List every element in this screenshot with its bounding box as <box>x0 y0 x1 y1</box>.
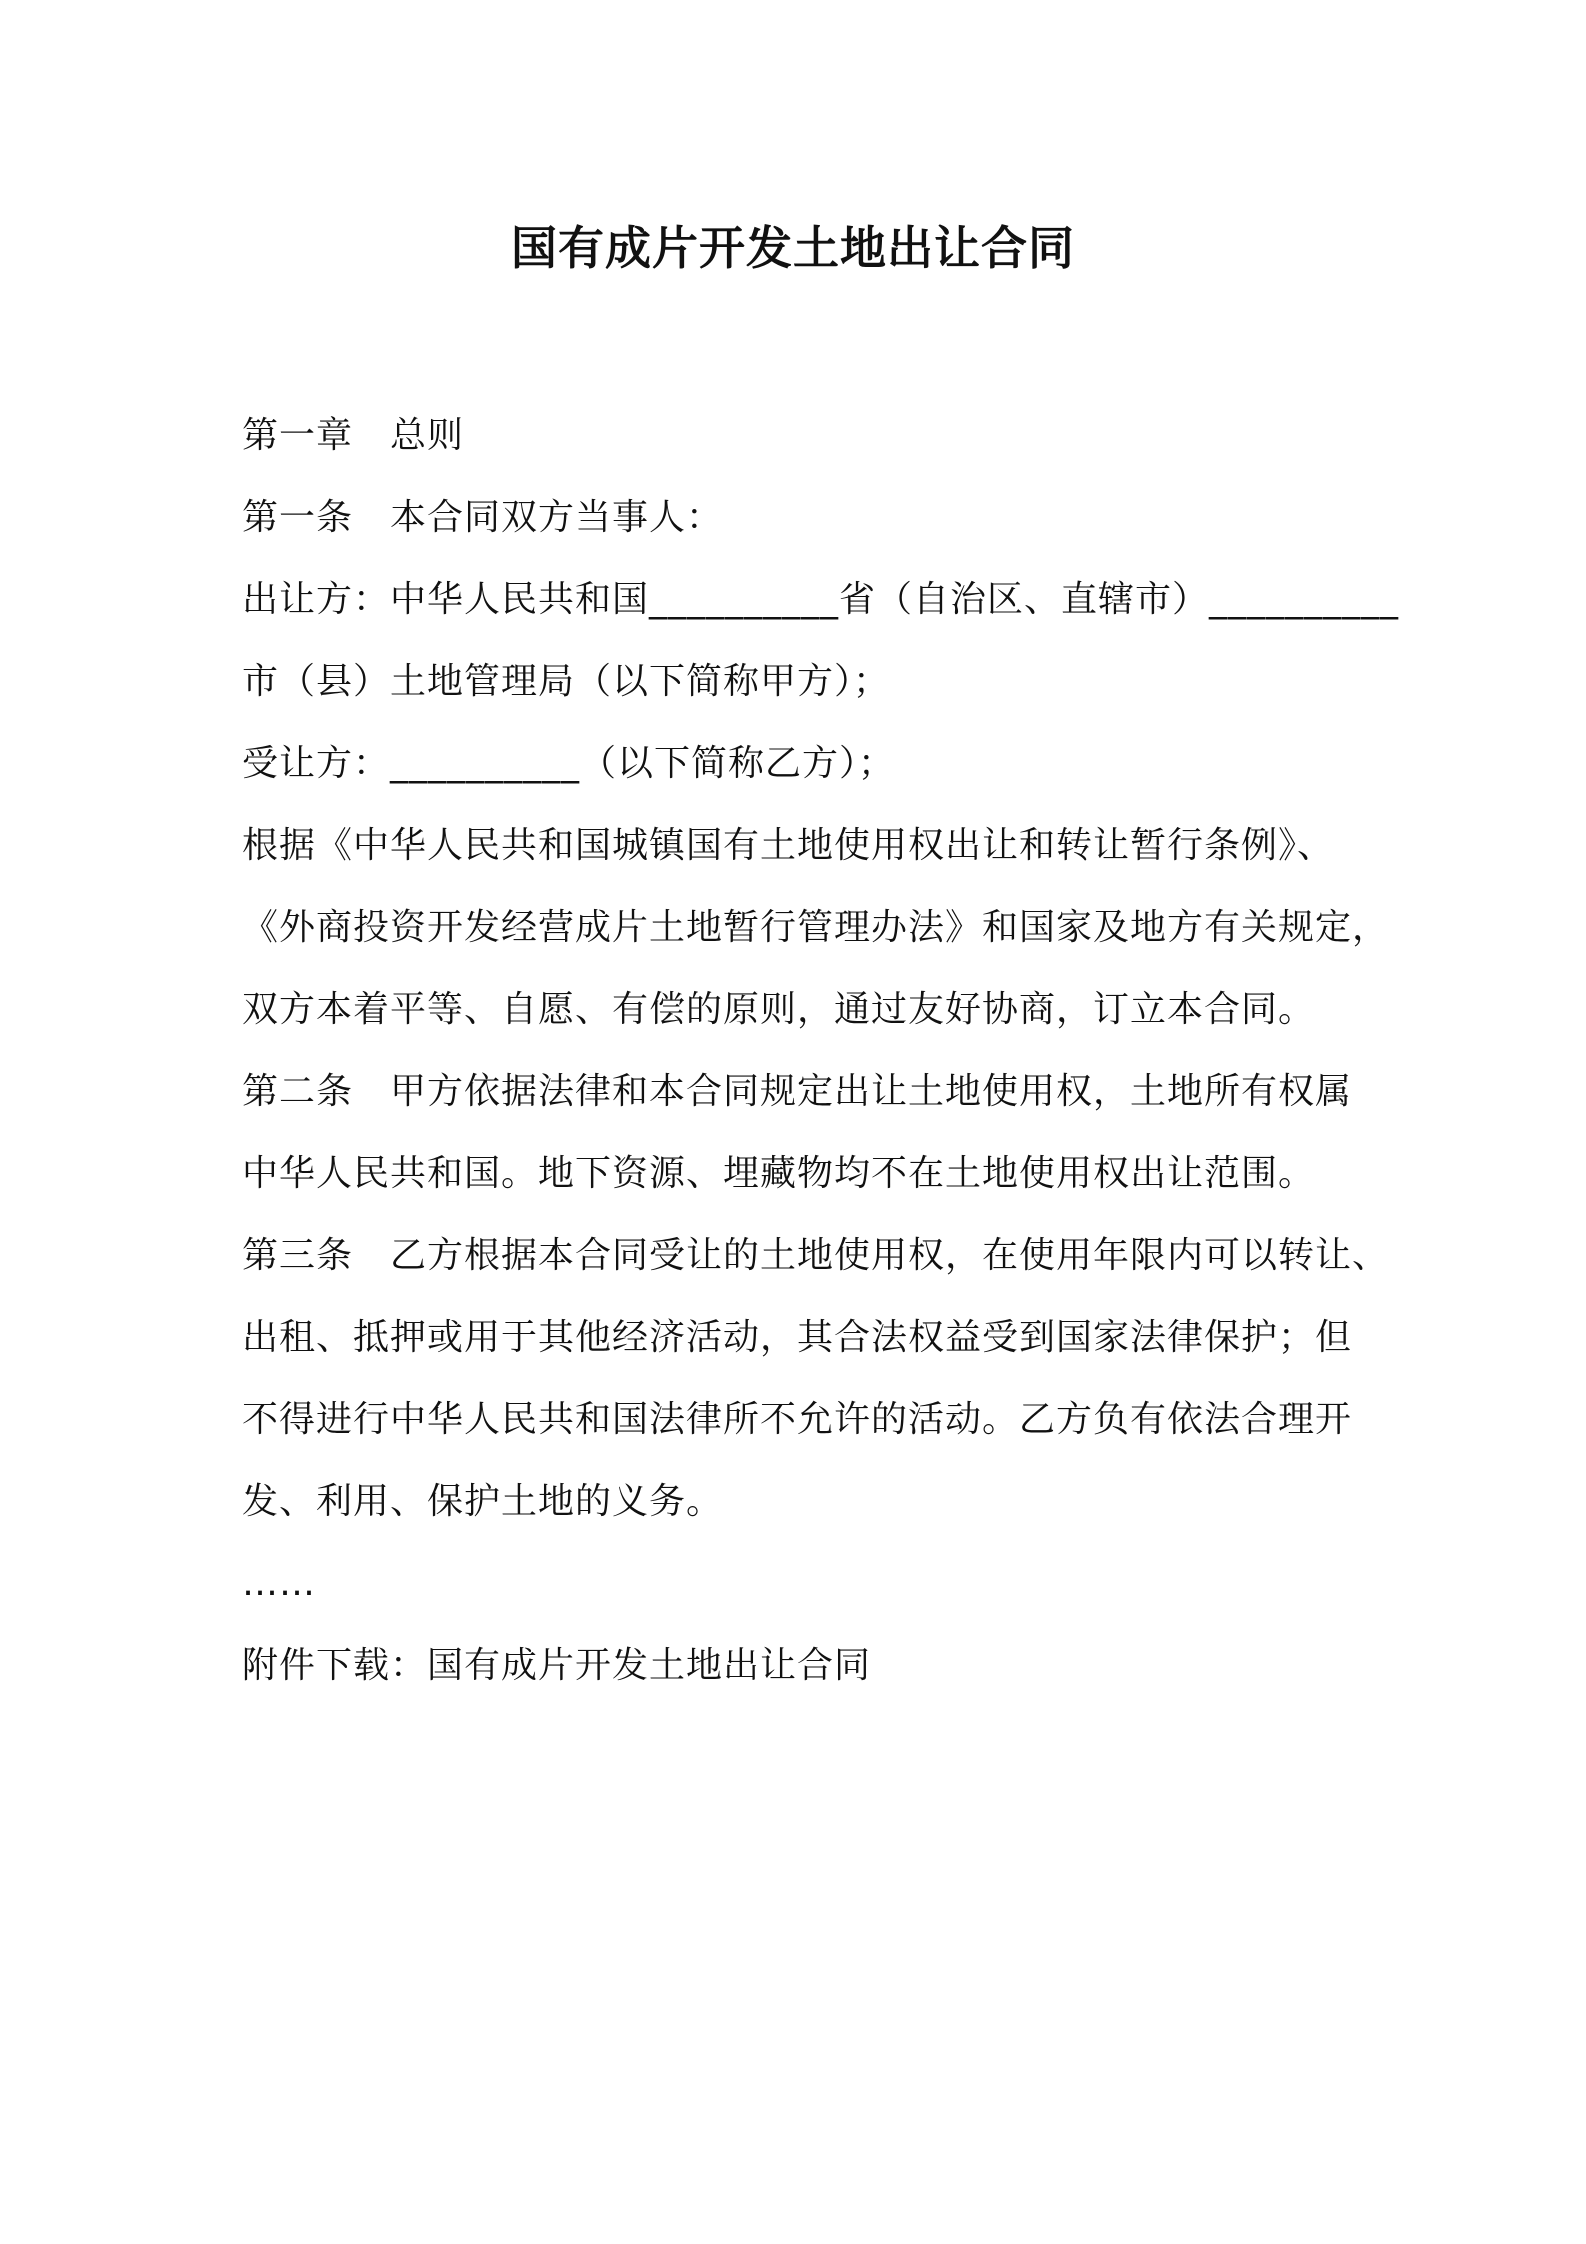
article-2-line-2: 中华人民共和国。地下资源、埋藏物均不在土地使用权出让范围。 <box>242 1153 1316 1194</box>
attachment-download-link[interactable]: 附件下载：国有成片开发土地出让合同 <box>242 1645 872 1686</box>
document-title: 国有成片开发土地出让合同 <box>511 221 1075 275</box>
basis-line-3: 双方本着平等、自愿、有偿的原则，通过友好协商，订立本合同。 <box>242 989 1316 1030</box>
article-3-line-2: 出租、抵押或用于其他经济活动，其合法权益受到国家法律保护；但 <box>242 1317 1353 1358</box>
article-2-line-1: 第二条 甲方依据法律和本合同规定出让土地使用权，土地所有权属 <box>242 1071 1353 1112</box>
article-1-heading: 第一条 本合同双方当事人： <box>242 497 724 538</box>
grantor-line-1: 出让方：中华人民共和国__________省（自治区、直辖市）__________ <box>242 579 1400 620</box>
basis-line-1: 根据《中华人民共和国城镇国有土地使用权出让和转让暂行条例》、 <box>242 825 1335 866</box>
article-3-line-4: 发、利用、保护土地的义务。 <box>242 1481 724 1522</box>
ellipsis: …… <box>242 1563 316 1604</box>
chapter-heading: 第一章 总则 <box>242 415 465 456</box>
article-3-line-3: 不得进行中华人民共和国法律所不允许的活动。乙方负有依法合理开 <box>242 1399 1353 1440</box>
grantee-line: 受让方：__________（以下简称乙方）； <box>242 743 896 784</box>
grantor-line-2: 市（县）土地管理局（以下简称甲方）； <box>242 661 891 702</box>
basis-line-2: 《外商投资开发经营成片土地暂行管理办法》和国家及地方有关规定， <box>242 907 1390 948</box>
article-3-line-1: 第三条 乙方根据本合同受让的土地使用权，在使用年限内可以转让、 <box>242 1235 1390 1276</box>
